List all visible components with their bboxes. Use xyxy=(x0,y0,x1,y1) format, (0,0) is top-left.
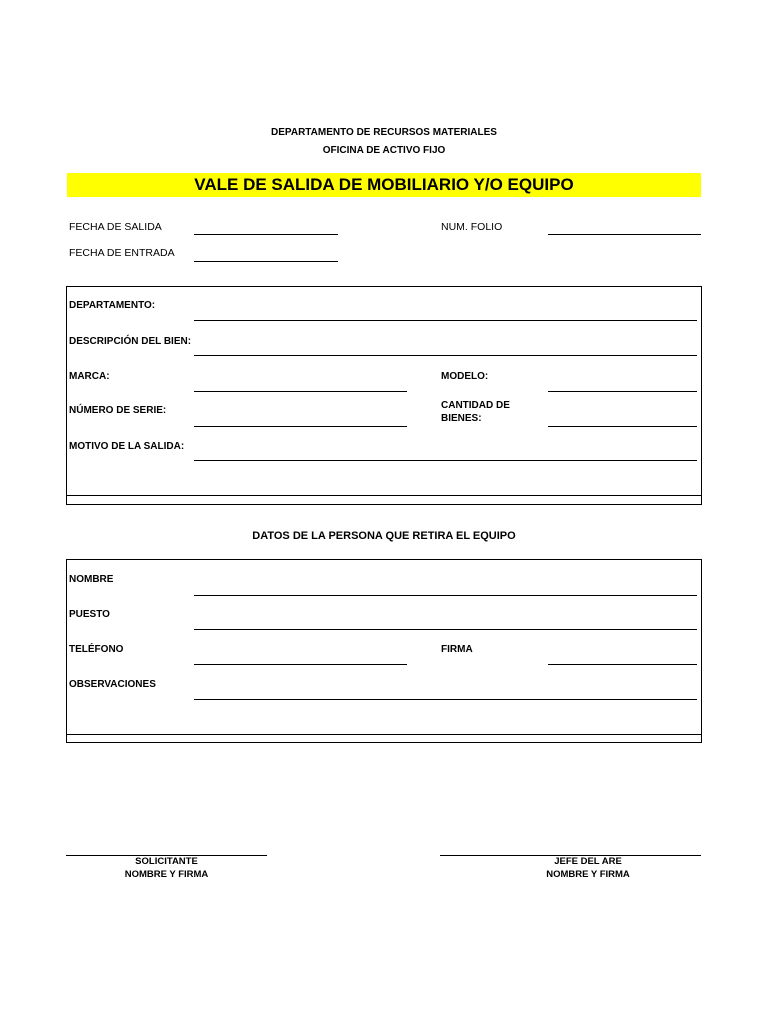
phone-label: TELÉFONO xyxy=(69,644,124,655)
model-label: MODELO: xyxy=(441,371,489,382)
department-heading: DEPARTAMENTO DE RECURSOS MATERIALES xyxy=(271,127,497,138)
exit-date-label: FECHA DE SALIDA xyxy=(69,221,162,233)
description-field[interactable] xyxy=(194,355,697,356)
reason-field[interactable] xyxy=(194,460,697,461)
signature-field[interactable] xyxy=(548,664,697,665)
quantity-field[interactable] xyxy=(548,426,697,427)
brand-label: MARCA: xyxy=(69,371,110,382)
brand-field[interactable] xyxy=(194,391,407,392)
form-title: VALE DE SALIDA DE MOBILIARIO Y/O EQUIPO xyxy=(67,173,701,197)
model-field[interactable] xyxy=(548,391,697,392)
department-label: DEPARTAMENTO: xyxy=(69,300,156,311)
folio-field[interactable] xyxy=(548,234,701,235)
asset-section-divider xyxy=(66,495,702,496)
name-label: NOMBRE xyxy=(69,574,114,585)
name-field[interactable] xyxy=(194,595,697,596)
observations-label: OBSERVACIONES xyxy=(69,679,156,690)
head-caption: NOMBRE Y FIRMA xyxy=(546,869,630,880)
requester-caption: NOMBRE Y FIRMA xyxy=(124,869,209,880)
observations-field[interactable] xyxy=(194,699,697,700)
entry-date-field[interactable] xyxy=(194,261,338,262)
entry-date-label: FECHA DE ENTRADA xyxy=(69,247,175,259)
person-section-box xyxy=(66,559,702,743)
position-label: PUESTO xyxy=(69,609,110,620)
asset-section-box xyxy=(66,286,702,505)
serial-label: NÚMERO DE SERIE: xyxy=(69,405,167,416)
exit-date-field[interactable] xyxy=(194,234,338,235)
folio-label: NUM. FOLIO xyxy=(441,221,503,233)
person-section-divider xyxy=(66,734,702,735)
position-field[interactable] xyxy=(194,629,697,630)
department-field[interactable] xyxy=(194,320,697,321)
head-role: JEFE DEL ARE xyxy=(554,856,622,867)
description-label: DESCRIPCIÓN DEL BIEN: xyxy=(69,336,192,347)
quantity-label-line1: CANTIDAD DE xyxy=(441,400,510,411)
phone-field[interactable] xyxy=(194,664,407,665)
reason-label: MOTIVO DE LA SALIDA: xyxy=(69,441,185,452)
office-heading: OFICINA DE ACTIVO FIJO xyxy=(322,145,446,156)
serial-field[interactable] xyxy=(194,426,407,427)
person-section-title: DATOS DE LA PERSONA QUE RETIRA EL EQUIPO xyxy=(252,530,516,542)
signature-label: FIRMA xyxy=(441,644,473,655)
quantity-label-line2: BIENES: xyxy=(441,413,482,424)
requester-role: SOLICITANTE xyxy=(135,856,198,867)
